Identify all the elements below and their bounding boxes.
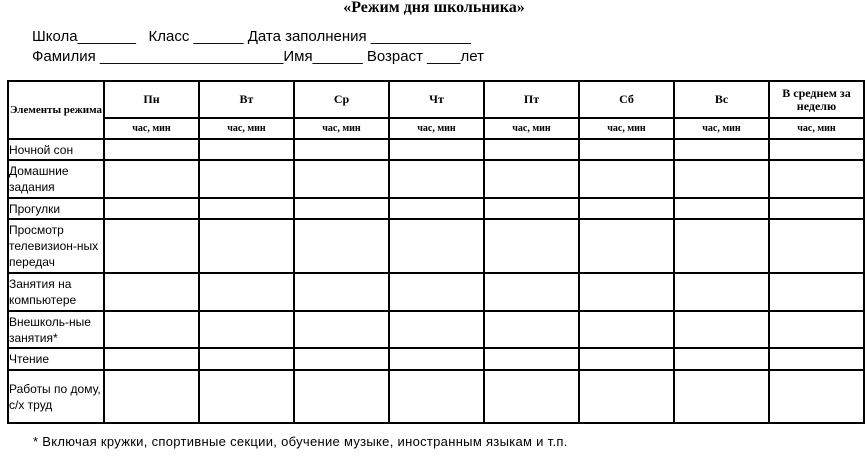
table-row: [8, 219, 864, 273]
entry-cell[interactable]: [769, 273, 864, 311]
unit-label: час, мин: [674, 118, 769, 139]
header-row: [8, 81, 864, 118]
entry-cell[interactable]: [104, 273, 199, 311]
day-header-fri: Пт: [484, 81, 579, 118]
entry-cell[interactable]: [484, 311, 579, 348]
entry-cell[interactable]: [104, 198, 199, 219]
entry-cell[interactable]: [579, 273, 674, 311]
day-header-sat: Сб: [579, 81, 674, 118]
entry-cell[interactable]: [199, 219, 294, 273]
entry-cell[interactable]: [199, 198, 294, 219]
entry-cell[interactable]: [294, 273, 389, 311]
entry-cell[interactable]: [484, 219, 579, 273]
entry-cell[interactable]: [389, 273, 484, 311]
entry-cell[interactable]: [389, 139, 484, 160]
day-header-thu: Чт: [389, 81, 484, 118]
table-row: [8, 311, 864, 348]
entry-cell[interactable]: [104, 311, 199, 348]
school-class-date-fields: Школа_______ Класс ______ Дата заполнения ____________: [32, 28, 471, 45]
entry-cell[interactable]: [294, 198, 389, 219]
entry-cell[interactable]: [769, 370, 864, 423]
unit-label: час, мин: [484, 118, 579, 139]
entry-cell[interactable]: [769, 219, 864, 273]
entry-cell[interactable]: [389, 348, 484, 370]
entry-cell[interactable]: [579, 160, 674, 198]
name-age-fields: Фамилия ______________________Имя______ Возраст ____лет: [32, 48, 484, 65]
entry-cell[interactable]: [104, 370, 199, 423]
entry-cell[interactable]: [199, 370, 294, 423]
table-row: [8, 370, 864, 423]
entry-cell[interactable]: [579, 370, 674, 423]
row-label-homework: Домашние задания: [8, 160, 104, 198]
table-row: [8, 348, 864, 370]
entry-cell[interactable]: [294, 348, 389, 370]
entry-cell[interactable]: [484, 348, 579, 370]
entry-cell[interactable]: [484, 273, 579, 311]
day-header-wed: Ср: [294, 81, 389, 118]
entry-cell[interactable]: [199, 139, 294, 160]
entry-cell[interactable]: [674, 160, 769, 198]
table-row: [8, 198, 864, 219]
unit-label: час, мин: [769, 118, 864, 139]
entry-cell[interactable]: [389, 160, 484, 198]
entry-cell[interactable]: [484, 370, 579, 423]
entry-cell[interactable]: [294, 139, 389, 160]
table-row: [8, 139, 864, 160]
unit-label: час, мин: [294, 118, 389, 139]
entry-cell[interactable]: [484, 198, 579, 219]
row-label-night-sleep: Ночной сон: [8, 139, 104, 160]
day-header-mon: Пн: [104, 81, 199, 118]
entry-cell[interactable]: [389, 311, 484, 348]
footnote: * Включая кружки, спортивные секции, обучение музыке, иностранным языкам и т.п.: [33, 434, 568, 449]
entry-cell[interactable]: [294, 160, 389, 198]
day-header-sun: Вс: [674, 81, 769, 118]
entry-cell[interactable]: [389, 219, 484, 273]
unit-label: час, мин: [199, 118, 294, 139]
entry-cell[interactable]: [674, 273, 769, 311]
unit-label: час, мин: [104, 118, 199, 139]
entry-cell[interactable]: [674, 370, 769, 423]
entry-cell[interactable]: [294, 219, 389, 273]
row-label-tv: Просмотр телевизион-ных передач: [8, 219, 104, 273]
entry-cell[interactable]: [199, 311, 294, 348]
entry-cell[interactable]: [294, 370, 389, 423]
entry-cell[interactable]: [674, 198, 769, 219]
entry-cell[interactable]: [484, 139, 579, 160]
day-header-tue: Вт: [199, 81, 294, 118]
entry-cell[interactable]: [104, 160, 199, 198]
unit-row: [8, 118, 864, 139]
entry-cell[interactable]: [579, 348, 674, 370]
entry-cell[interactable]: [104, 348, 199, 370]
entry-cell[interactable]: [104, 219, 199, 273]
entry-cell[interactable]: [579, 139, 674, 160]
average-header: В среднем за неделю: [769, 81, 864, 118]
row-label-extracurricular: Внешколь-ные занятия*: [8, 311, 104, 348]
entry-cell[interactable]: [769, 198, 864, 219]
table-row: [8, 273, 864, 311]
unit-label: час, мин: [389, 118, 484, 139]
entry-cell[interactable]: [579, 311, 674, 348]
entry-cell[interactable]: [769, 311, 864, 348]
page-title: «Режим дня школьника»: [343, 0, 525, 16]
entry-cell[interactable]: [389, 198, 484, 219]
row-label-computer: Занятия на компьютере: [8, 273, 104, 311]
schedule-table: [7, 80, 865, 424]
entry-cell[interactable]: [674, 139, 769, 160]
entry-cell[interactable]: [579, 219, 674, 273]
entry-cell[interactable]: [769, 160, 864, 198]
entry-cell[interactable]: [199, 273, 294, 311]
entry-cell[interactable]: [674, 348, 769, 370]
entry-cell[interactable]: [769, 139, 864, 160]
entry-cell[interactable]: [674, 311, 769, 348]
entry-cell[interactable]: [579, 198, 674, 219]
entry-cell[interactable]: [104, 139, 199, 160]
unit-label: час, мин: [579, 118, 674, 139]
entry-cell[interactable]: [674, 219, 769, 273]
entry-cell[interactable]: [389, 370, 484, 423]
table-row: [8, 160, 864, 198]
row-label-housework: Работы по дому, с/х труд: [8, 370, 104, 423]
entry-cell[interactable]: [769, 348, 864, 370]
row-label-walks: Прогулки: [8, 198, 104, 219]
entry-cell[interactable]: [484, 160, 579, 198]
elements-header: Элементы режима: [8, 81, 104, 139]
entry-cell[interactable]: [199, 348, 294, 370]
row-label-reading: Чтение: [8, 348, 104, 370]
entry-cell[interactable]: [199, 160, 294, 198]
entry-cell[interactable]: [294, 311, 389, 348]
